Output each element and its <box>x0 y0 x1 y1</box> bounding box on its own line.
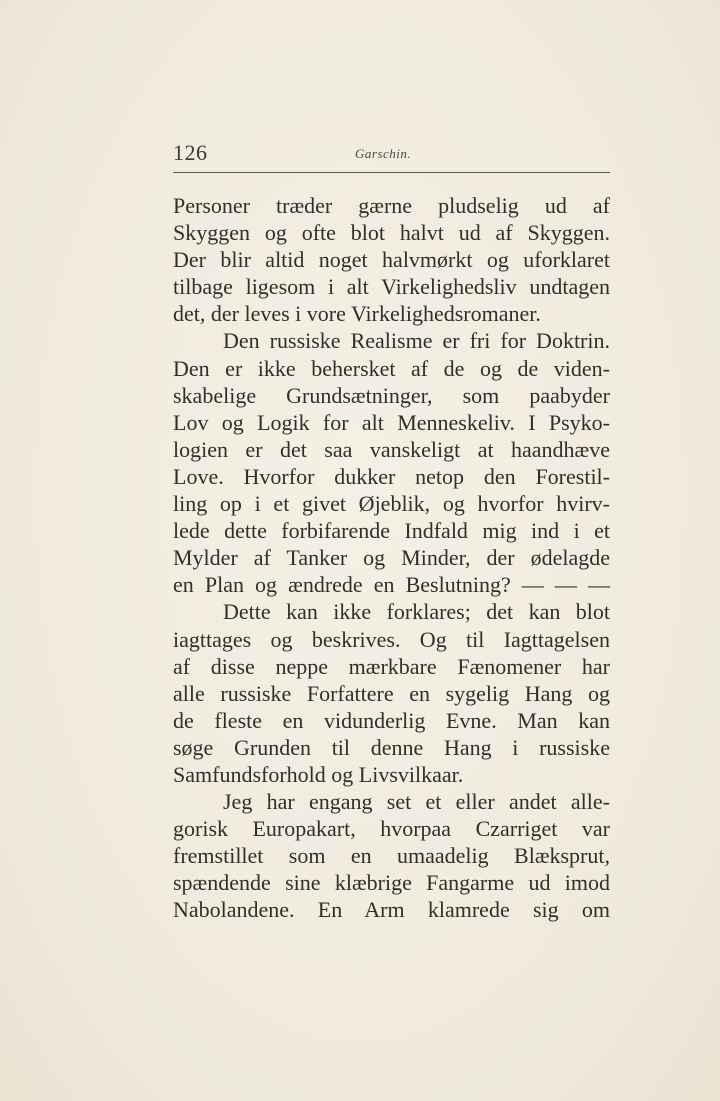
text-line: Personer træder gærne pludselig ud af <box>173 193 610 218</box>
text-line: Den russiske Realisme er fri for Doktrin. <box>223 328 610 354</box>
text-line: Mylder af Tanker og Minder, der ødelagde <box>173 545 610 571</box>
running-title: Garschin. <box>355 146 412 161</box>
text-line: logien er det saa vanskeligt at haandhæve <box>173 436 610 462</box>
text-line: Love. Hvorfor dukker netop den Forestil- <box>173 463 610 489</box>
text-line: iagttages og beskrives. Og til Iagttagelsen <box>173 626 610 652</box>
text-line: Jeg har engang set et eller andet alle- <box>223 789 610 815</box>
text-line: Den er ikke behersket af de og de viden- <box>173 355 610 381</box>
text-line: en Plan og ændrede en Beslutning? — — — <box>173 572 610 598</box>
text-line: Nabolandene. En Arm klamrede sig om <box>173 897 610 923</box>
text-line: spændende sine klæbrige Fangarme ud imod <box>173 870 610 896</box>
text-line: af disse neppe mærkbare Fænomener har <box>173 653 610 679</box>
text-line: Dette kan ikke forklares; det kan blot <box>223 599 610 625</box>
text-line: ling op i et givet Øjeblik, og hvorfor hvirv- <box>173 491 610 517</box>
text-line: fremstillet som en umaadelig Blæksprut, <box>173 843 610 869</box>
text-line: tilbage ligesom i alt Virkelighedsliv undtagen <box>173 274 610 300</box>
text-line: Skyggen og ofte blot halvt ud af Skyggen. <box>173 220 610 246</box>
text-line: søge Grunden til denne Hang i russiske <box>173 734 610 760</box>
text-line: lede dette forbifarende Indfald mig ind i et <box>173 518 610 544</box>
text-line: de fleste en vidunderlig Evne. Man kan <box>173 707 610 733</box>
page-header <box>173 140 610 173</box>
text-line: Lov og Logik for alt Menneskeliv. I Psyko- <box>173 409 610 435</box>
text-line: Der blir altid noget halvmørkt og uforklaret <box>173 247 610 273</box>
text-line: alle russiske Forfattere en sygelig Hang og <box>173 680 610 706</box>
text-line: Samfundsforhold og Livsvilkaar. <box>173 761 464 787</box>
page-number: 126 <box>173 140 208 165</box>
text-line: det, der leves i vore Virkelighedsromaner. <box>173 301 541 327</box>
body-text <box>173 192 610 924</box>
text-line: skabelige Grundsætninger, som paabyder <box>173 382 610 408</box>
text-line: gorisk Europakart, hvorpaa Czarriget var <box>173 816 610 842</box>
